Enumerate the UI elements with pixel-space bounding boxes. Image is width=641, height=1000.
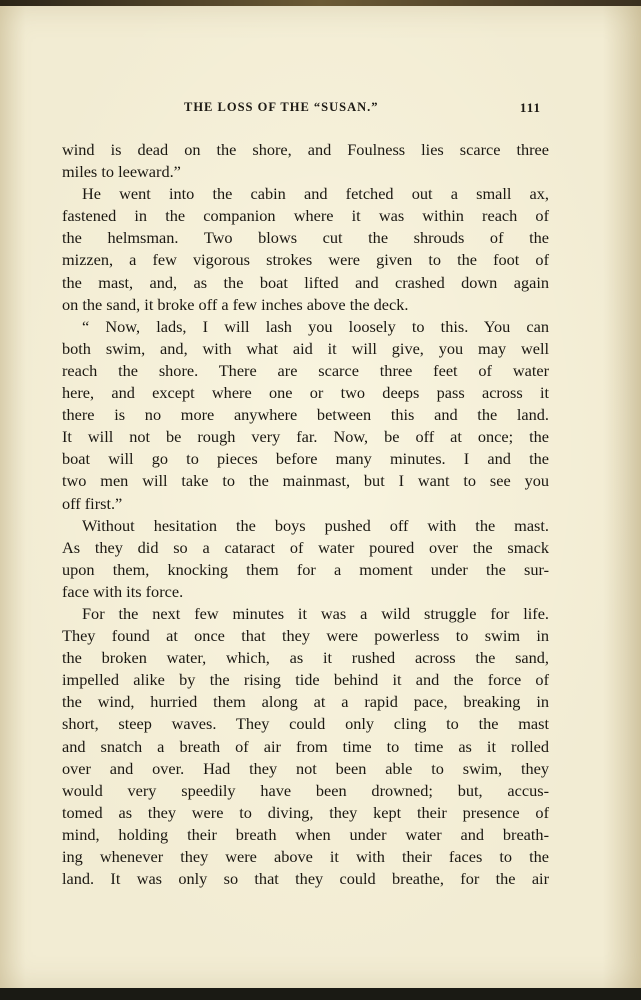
text-line: land. It was only so that they could breathe, for the air [62, 869, 549, 889]
text-line: here, and except where one or two deeps pass across it [62, 383, 549, 403]
text-line: over and over. Had they not been able to swim, they [62, 758, 549, 778]
text-line: It will not be rough very far. Now, be off at once; the [62, 427, 549, 447]
text-line: boat will go to pieces before many minutes. I and the [62, 449, 549, 469]
text-line: short, steep waves. They could only cling to the mast [62, 714, 549, 734]
text-line: mizzen, a few vigorous strokes were given to the foot of [62, 250, 549, 270]
body-text [62, 139, 549, 890]
text-line: the wind, hurried them along at a rapid pace, breaking in [62, 692, 549, 712]
text-line: two men will take to the mainmast, but I want to see you [62, 471, 549, 491]
text-line: face with its force. [62, 581, 184, 601]
text-line: They found at once that they were powerless to swim in [62, 626, 549, 646]
text-line: would very speedily have been drowned; but, accus- [62, 780, 549, 800]
page-number: 111 [519, 100, 541, 115]
text-line: wind is dead on the shore, and Foulness lies scarce three [62, 140, 549, 159]
text-line: off first.” [62, 493, 123, 513]
text-line: As they did so a cataract of water poured over the smack [62, 537, 549, 557]
text-line: reach the shore. There are scarce three feet of water [62, 360, 549, 380]
text-line: upon them, knocking them for a moment under the sur- [62, 559, 549, 579]
text-line: He went into the cabin and fetched out a small ax, [82, 184, 549, 204]
text-line: Without hesitation the boys pushed off with the mast. [82, 515, 549, 535]
text-line: For the next few minutes it was a wild struggle for life. [82, 603, 549, 623]
text-line: the mast, and, as the boat lifted and crashed down again [62, 272, 549, 292]
book-page [0, 6, 641, 988]
text-line: both swim, and, with what aid it will give, you may well [62, 338, 549, 358]
text-line: impelled alike by the rising tide behind it and the force of [62, 670, 549, 690]
text-line: the helmsman. Two blows cut the shrouds of the [62, 228, 549, 248]
text-line: mind, holding their breath when under water and breath- [62, 824, 549, 844]
text-line: the broken water, which, as it rushed across the sand, [62, 648, 549, 668]
text-line: and snatch a breath of air from time to time as it rolled [62, 736, 549, 756]
running-title: THE LOSS OF THE “SUSAN.” [184, 100, 379, 114]
text-line: on the sand, it broke off a few inches above the deck. [62, 294, 409, 314]
page-header [60, 100, 551, 120]
text-line: ing whenever they were above it with their faces to the [62, 847, 549, 866]
text-line: fastened in the companion where it was within reach of [62, 206, 549, 226]
text-line: miles to leeward.” [62, 162, 181, 182]
text-line: tomed as they were to diving, they kept their presence of [62, 802, 549, 822]
text-line: there is no more anywhere between this and the land. [62, 405, 549, 425]
text-line: “ Now, lads, I will lash you loosely to this. You can [82, 316, 549, 336]
